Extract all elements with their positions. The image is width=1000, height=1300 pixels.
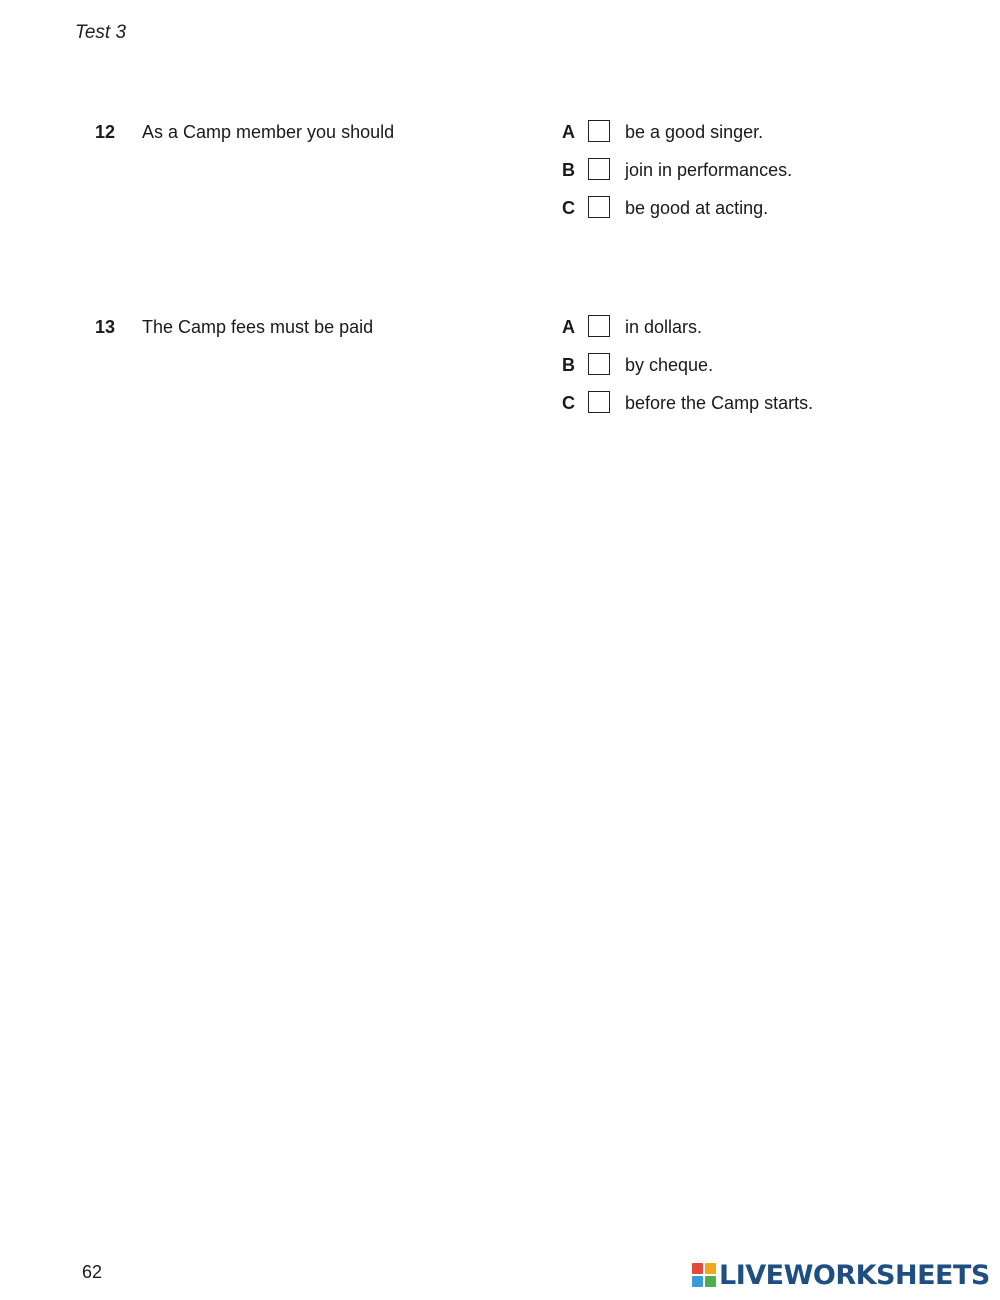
logo-tile-icon — [692, 1276, 703, 1287]
option-c — [562, 198, 982, 236]
option-text: by cheque. — [625, 355, 714, 375]
logo-mark-icon — [692, 1263, 716, 1287]
liveworksheets-logo — [692, 1258, 990, 1292]
answer-options — [562, 317, 982, 431]
page-header-title: Test 3 — [75, 22, 127, 43]
option-b — [562, 355, 982, 393]
question-number: 13 — [95, 317, 116, 337]
option-c-checkbox[interactable] — [588, 196, 610, 218]
question-text: As a Camp member you should — [142, 122, 395, 142]
logo-tile-icon — [705, 1276, 716, 1287]
question-13 — [0, 317, 1000, 437]
question-12 — [0, 122, 1000, 242]
answer-options — [562, 122, 982, 236]
option-letter: C — [562, 393, 575, 413]
option-a-checkbox[interactable] — [588, 120, 610, 142]
option-text: join in performances. — [625, 160, 793, 180]
option-letter: A — [562, 317, 575, 337]
option-text: before the Camp starts. — [625, 393, 814, 413]
option-letter: B — [562, 160, 575, 180]
option-letter: A — [562, 122, 575, 142]
option-text: be good at acting. — [625, 198, 769, 218]
option-a — [562, 317, 982, 355]
option-letter: C — [562, 198, 575, 218]
option-b-checkbox[interactable] — [588, 158, 610, 180]
option-text: be a good singer. — [625, 122, 764, 142]
option-a-checkbox[interactable] — [588, 315, 610, 337]
option-a — [562, 122, 982, 160]
option-text: in dollars. — [625, 317, 703, 337]
logo-tile-icon — [692, 1263, 703, 1274]
option-b — [562, 160, 982, 198]
logo-text: LIVEWORKSHEETS — [719, 1259, 990, 1291]
option-letter: B — [562, 355, 575, 375]
option-b-checkbox[interactable] — [588, 353, 610, 375]
page-number: 62 — [82, 1262, 103, 1282]
question-text: The Camp fees must be paid — [142, 317, 374, 337]
logo-tile-icon — [705, 1263, 716, 1274]
question-number: 12 — [95, 122, 116, 142]
option-c-checkbox[interactable] — [588, 391, 610, 413]
option-c — [562, 393, 982, 431]
